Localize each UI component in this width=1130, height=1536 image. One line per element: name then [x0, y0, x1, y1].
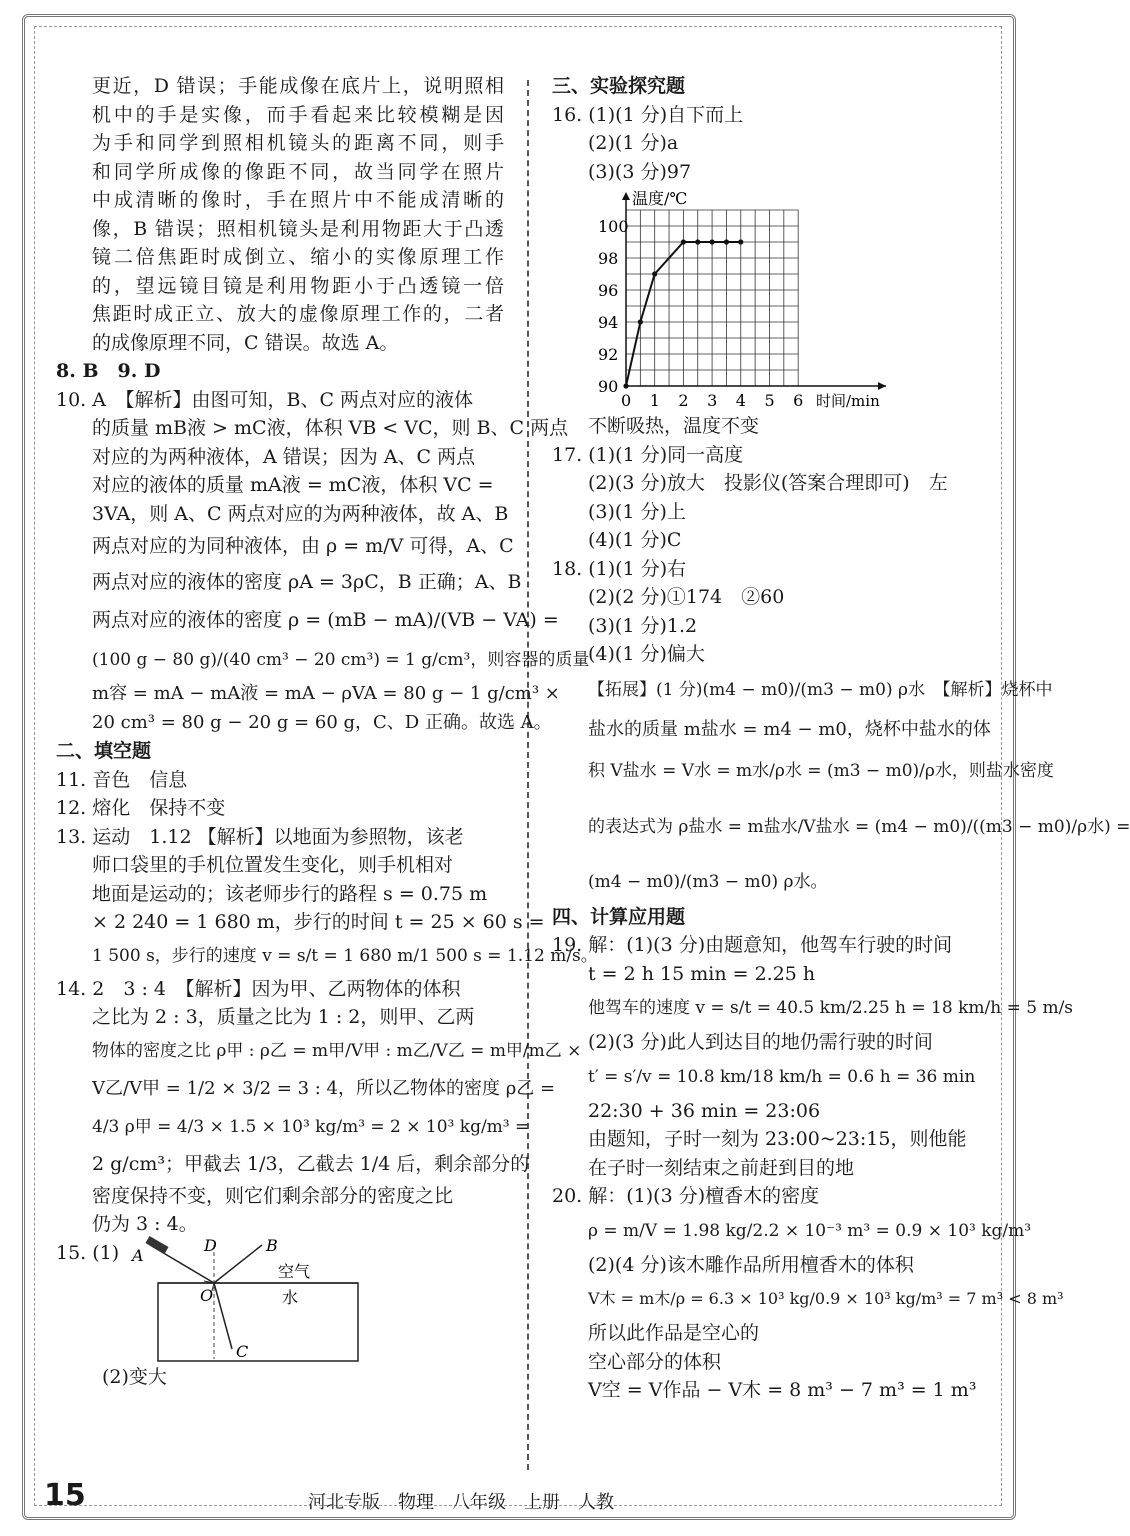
text-line: 更近，D 错误；手能成像在底片上，说明照相 [92, 75, 504, 97]
q16-line: 16. (1)(1 分)自下而上 [552, 103, 744, 126]
data-point [638, 319, 643, 324]
q13-line: 1 500 s，步行的速度 v = s/t = 1 680 m/1 500 s = 1.12 m/s。 [92, 945, 598, 966]
q19-line: 22:30 + 36 min = 23:06 [588, 1099, 821, 1122]
label-a: A [132, 1245, 144, 1265]
q14-line: 14. 2 3 : 4 【解析】因为甲、乙两物体的体积 [56, 977, 461, 1000]
q17-line: (2)(3 分)放大 投影仪(答案合理即可) 左 [588, 472, 948, 494]
q16-line: (3)(3 分)97 [588, 160, 692, 183]
label-o: O [200, 1285, 214, 1305]
footer-text: 河北专版 物理 八年级 上册 人教 [308, 1492, 614, 1513]
x-axis-arrow [878, 382, 886, 390]
q10-line: m容 = mA − mA液 = mA − ρVA = 80 g − 1 g/cm³ × [92, 683, 560, 704]
q20-line: ρ = m/V = 1.98 kg/2.2 × 10⁻³ m³ = 0.9 × 10³ kg/m³ [588, 1220, 1032, 1241]
text-line: 焦距时成正立、放大的虚像原理工作的，二者 [92, 303, 504, 325]
q10-line: 对应的液体的质量 mA液 = mC液，体积 VC = [92, 474, 494, 496]
answer-15-2: (2)变大 [102, 1365, 167, 1388]
q14-line: 仍为 3 : 4。 [92, 1213, 198, 1235]
q10-line: 对应的为两种液体，A 错误；因为 A、C 两点 [92, 445, 476, 468]
q10-line: 两点对应的液体的密度 ρA = 3ρC，B 正确；A、B [92, 571, 522, 593]
q18-ext-line: (m4 − m0)/(m3 − m0) ρ水。 [588, 871, 828, 892]
q18-line: 18. (1)(1 分)右 [552, 557, 687, 580]
data-point [681, 239, 686, 244]
q17-line: 17. (1)(1 分)同一高度 [552, 443, 744, 466]
q19-line: t′ = s′/v = 10.8 km/18 km/h = 0.6 h = 36 min [588, 1066, 976, 1087]
q18-line: (4)(1 分)偏大 [588, 643, 705, 665]
q10-line: 两点对应的为同种液体，由 ρ = m/V 可得，A、C [92, 535, 514, 557]
label-water: 水 [282, 1287, 299, 1307]
q19-line: 在子时一刻结束之前赶到目的地 [588, 1156, 855, 1179]
q19-line: 由题知，子时一刻为 23:00~23:15，则他能 [588, 1128, 967, 1150]
y-axis-label: 温度/℃ [632, 189, 688, 208]
q10-line: 20 cm³ = 80 g − 20 g = 60 g，C、D 正确。故选 A。 [92, 711, 552, 733]
x-tick-label: 4 [735, 391, 746, 410]
q13-line: × 2 240 = 1 680 m，步行的时间 t = 25 × 60 s = [92, 911, 545, 933]
section-heading-fill: 二、填空题 [56, 740, 152, 762]
q15-label: 15. (1) [56, 1241, 120, 1264]
text-line: 和同学所成像的像距不同，故当同学在照片 [92, 160, 504, 183]
q13-line: 师口袋里的手机位置发生变化，则手机相对 [92, 854, 454, 876]
left-column [56, 72, 598, 1391]
q18-ext-line: 的表达式为 ρ盐水 = m盐水/V盐水 = (m4 − m0)/((m3 − m0)/ρ水) = [588, 816, 1130, 837]
section-heading-calc: 四、计算应用题 [552, 905, 686, 928]
q19-line: 他驾车的速度 v = s/t = 40.5 km/2.25 h = 18 km/h = 5 m/s [588, 998, 1074, 1018]
y-tick-label: 98 [598, 249, 619, 268]
q20-line: 空心部分的体积 [588, 1350, 722, 1373]
q14-line: 4/3 ρ甲 = 4/3 × 1.5 × 10³ kg/m³ = 2 × 10³ kg/m³ = [92, 1116, 530, 1137]
data-point [695, 239, 700, 244]
q20-line: V空 = V作品 − V木 = 8 m³ − 7 m³ = 1 m³ [588, 1379, 977, 1401]
q14-line: 物体的密度之比 ρ甲 : ρ乙 = m甲/V甲 : m乙/V乙 = m甲/m乙 × [92, 1040, 582, 1061]
x-tick-label: 2 [678, 391, 689, 410]
q20-line: (2)(4 分)该木雕作品所用檀香木的体积 [588, 1253, 914, 1276]
q20-line: 20. 解：(1)(3 分)檀香木的密度 [552, 1185, 820, 1207]
data-point [724, 239, 729, 244]
q18-ext-line: 【拓展】(1 分)(m4 − m0)/(m3 − m0) ρ水 【解析】烧杯中 [588, 679, 1053, 700]
x-tick-label: 0 [621, 391, 632, 410]
section-heading-experiment: 三、实验探究题 [552, 75, 686, 97]
page-number: 15 [44, 1478, 86, 1513]
q10-line: 10. A 【解析】由图可知，B、C 两点对应的液体 [56, 388, 474, 411]
text-line: 镜二倍焦距时成倒立、缩小的实像原理工作 [92, 246, 504, 268]
text-line: 中成清晰的像时，手在照片中不能成清晰的 [92, 189, 504, 211]
q17-line: (4)(1 分)C [588, 529, 682, 551]
x-tick-label: 1 [649, 391, 660, 410]
y-tick-label: 100 [598, 217, 629, 236]
x-tick-label: 6 [793, 391, 804, 410]
q14-line: 之比为 2 : 3，质量之比为 1 : 2，则甲、乙两 [92, 1006, 475, 1028]
text-line: 为手和同学到照相机镜头的距离不同，则手 [92, 132, 504, 154]
q15-block [56, 1235, 504, 1363]
q10-line: (100 g − 80 g)/(40 cm³ − 20 cm³) = 1 g/cm³，则容器的质量 [92, 650, 590, 670]
q20-line: 所以此作品是空心的 [588, 1322, 760, 1344]
q10-line: 3VA，则 A、C 两点对应的为两种液体，故 A、B [92, 502, 509, 525]
answer-12: 12. 熔化 保持不变 [56, 797, 226, 819]
q13-line: 地面是运动的；该老师步行的路程 s = 0.75 m [92, 882, 488, 905]
label-air: 空气 [278, 1261, 311, 1281]
q10-line: 两点对应的液体的密度 ρ = (mB − mA)/(VB − VA) = [92, 609, 559, 631]
right-column [552, 72, 1130, 1405]
data-point [623, 383, 628, 388]
q13-line: 13. 运动 1.12 【解析】以地面为参照物，该老 [56, 825, 464, 848]
text-line: 机中的手是实像，而手看起来比较模糊是因 [92, 103, 504, 126]
label-c: C [236, 1341, 249, 1361]
y-axis-arrow [622, 192, 630, 200]
answer-11: 11. 音色 信息 [56, 768, 188, 791]
page-footer [44, 1478, 1004, 1520]
q19-line: t = 2 h 15 min = 2.25 h [588, 962, 816, 985]
data-point [709, 239, 714, 244]
q19-line: 19. 解：(1)(3 分)由题意知，他驾车行驶的时间 [552, 934, 953, 956]
answer-8-9: 8. B 9. D [56, 360, 161, 382]
q14-line: V乙/V甲 = 1/2 × 3/2 = 3 : 4，所以乙物体的密度 ρ乙 = [92, 1077, 556, 1099]
q14-line: 密度保持不变，则它们剩余部分的密度之比 [92, 1184, 454, 1207]
text-line: 像，B 错误；照相机镜头是利用物距大于凸透 [92, 217, 504, 240]
q18-ext-line: 盐水的质量 m盐水 = m4 − m0，烧杯中盐水的体 [588, 718, 991, 740]
label-d: D [204, 1235, 217, 1255]
x-tick-label: 3 [707, 391, 718, 410]
q10-line: 的质量 mB液 > mC液，体积 VB < VC，则 B、C 两点 [92, 417, 569, 439]
q19-line: (2)(3 分)此人到达目的地仍需行驶的时间 [588, 1031, 933, 1053]
x-axis-label: 时间/min [816, 392, 880, 410]
q14-line: 2 g/cm³；甲截去 1/3，乙截去 1/4 后，剩余部分的 [92, 1152, 530, 1175]
y-tick-label: 94 [598, 313, 619, 332]
text-line: 的，望远镜目镜是利用物距小于凸透镜一倍 [92, 274, 504, 297]
label-b: B [266, 1235, 278, 1255]
q16-line: (2)(1 分)a [588, 132, 679, 154]
y-tick-label: 96 [598, 281, 619, 300]
temperature-chart [598, 186, 902, 412]
q17-line: (3)(1 分)上 [588, 500, 686, 523]
y-tick-label: 90 [598, 377, 619, 396]
x-tick-label: 5 [764, 391, 775, 410]
q18-line: (2)(2 分)①174 ②60 [588, 586, 785, 608]
q20-line: V木 = m木/ρ = 6.3 × 10³ kg/0.9 × 10³ kg/m³ = 7 m³ < 8 m³ [588, 1289, 1064, 1308]
q16-conclusion: 不断吸热，温度不变 [588, 415, 760, 437]
q18-ext-line: 积 V盐水 = V水 = m水/ρ水 = (m3 − m0)/ρ水，则盐水密度 [588, 760, 1054, 781]
q16-chart [552, 186, 992, 412]
text-line: 的成像原理不同，C 错误。故选 A。 [92, 331, 399, 354]
column-divider [527, 80, 529, 1470]
refraction-diagram [132, 1235, 392, 1363]
q18-line: (3)(1 分)1.2 [588, 614, 698, 637]
data-point [738, 239, 743, 244]
y-tick-label: 92 [598, 345, 619, 364]
data-point [652, 271, 657, 276]
